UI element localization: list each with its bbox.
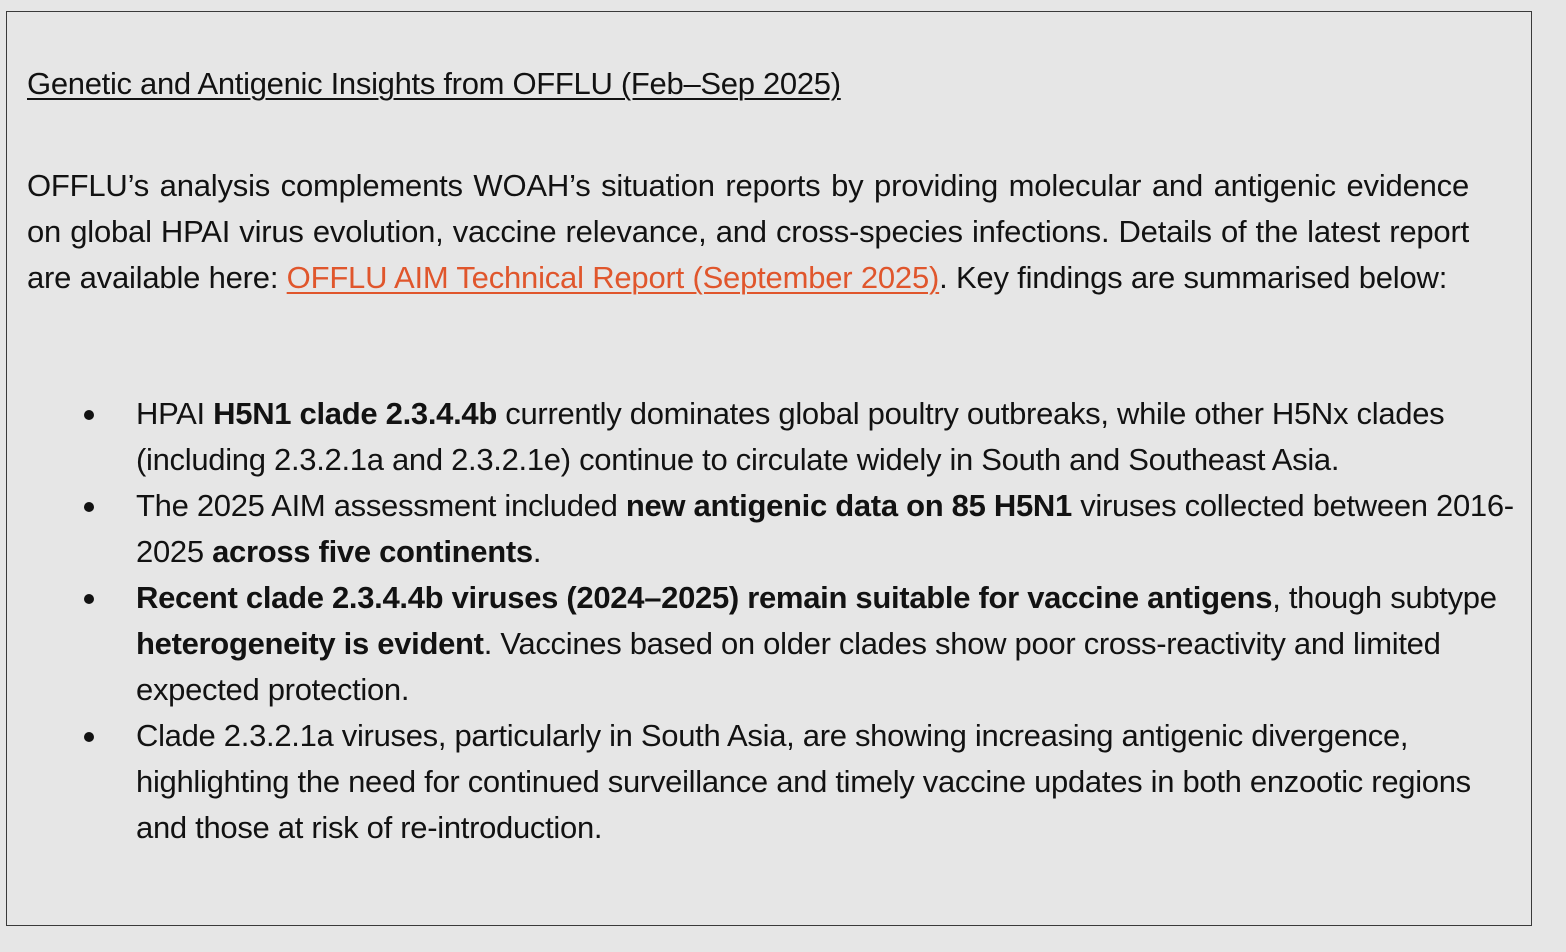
bullet-icon bbox=[84, 732, 94, 742]
bullet-icon bbox=[84, 502, 94, 512]
section-title: Genetic and Antigenic Insights from OFFLU (Feb–Sep 2025) bbox=[27, 66, 841, 101]
finding-bold-text: across five continents bbox=[212, 534, 533, 569]
offlu-report-link[interactable]: OFFLU AIM Technical Report (September 2025) bbox=[286, 260, 940, 295]
finding-text: The 2025 AIM assessment included bbox=[136, 488, 626, 523]
intro-text-before-link: OFFLU’s analysis complements WOAH’s situation reports by providing molecular and antigenic evidence on global HPAI virus evolution, vaccine relevance, and cross-species infections. Details of the latest report are available here: bbox=[27, 168, 1469, 295]
bullet-icon bbox=[84, 410, 94, 420]
finding-item bbox=[7, 483, 1527, 575]
finding-text: , though subtype bbox=[1272, 580, 1497, 615]
finding-text: . bbox=[532, 534, 542, 569]
finding-text: Clade 2.3.2.1a viruses, particularly in South Asia, are showing increasing antigenic divergence, highlighting the need for continued surveillance and timely vaccine updates in both enzootic regions and those at risk of re-introduction. bbox=[136, 718, 1471, 845]
intro-paragraph bbox=[27, 163, 1469, 301]
finding-item bbox=[7, 575, 1527, 713]
finding-text: . Vaccines based on older clades show poor cross-reactivity and limited expected protection. bbox=[136, 626, 1441, 707]
finding-bold-text: new antigenic data on 85 H5N1 bbox=[625, 488, 1072, 523]
finding-text: HPAI bbox=[136, 396, 214, 431]
finding-bold-text: heterogeneity is evident bbox=[136, 626, 484, 661]
finding-text: currently dominates global poultry outbreaks, while other H5Nx clades (including 2.3.2.1a and 2.3.2.1e) continue to circulate widely in South and Southeast Asia. bbox=[136, 396, 1445, 477]
finding-bold-text: H5N1 clade 2.3.4.4b bbox=[213, 396, 497, 431]
finding-bold-text: Recent clade 2.3.4.4b viruses (2024–2025) remain suitable for vaccine antigens bbox=[136, 580, 1273, 615]
finding-item bbox=[7, 713, 1527, 851]
intro-text-after-link: . Key findings are summarised below: bbox=[939, 260, 1448, 295]
content-panel bbox=[6, 11, 1532, 926]
key-findings-list bbox=[7, 391, 1527, 851]
finding-item bbox=[7, 391, 1527, 483]
finding-text: viruses collected between 2016-2025 bbox=[136, 488, 1514, 569]
bullet-icon bbox=[84, 594, 94, 604]
